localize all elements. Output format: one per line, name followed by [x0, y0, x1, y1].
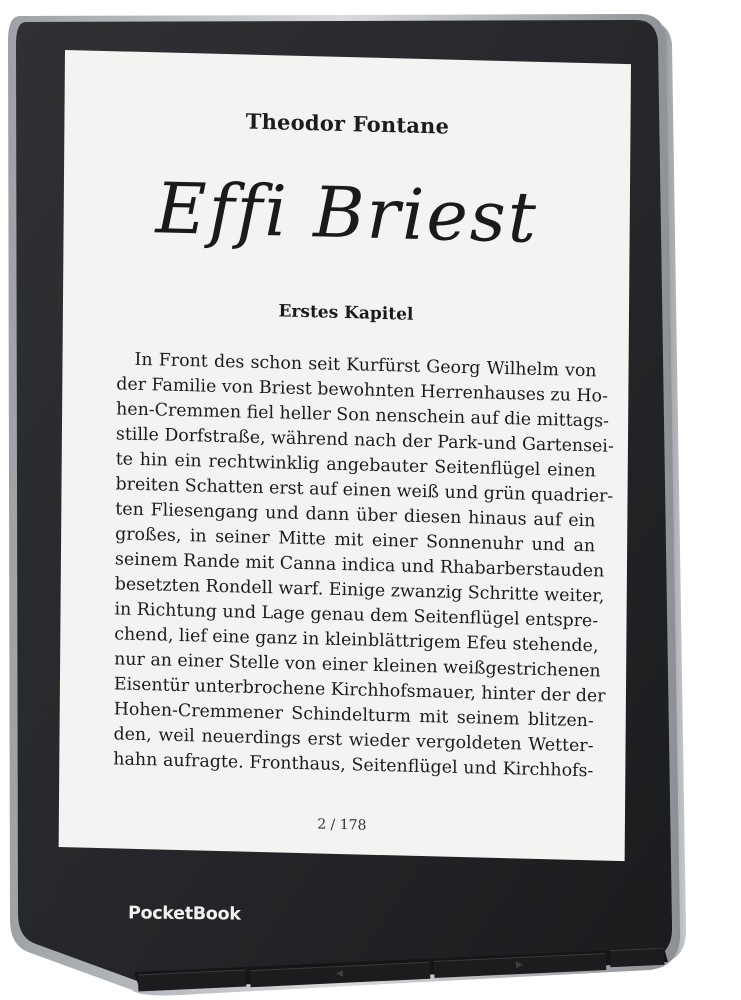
text-line: ten Fliesengang und dann über diesen hinaus auf ein	[115, 499, 596, 532]
text-line: te hin ein rechtwinklig angebauter Seitenflügel einen	[115, 449, 596, 482]
page-indicator: 2 / 178	[317, 816, 367, 834]
text-line: Eisentür unterbrochene Kirchhofsmauer, hinter der der	[113, 674, 606, 707]
text-line: breiten Schatten erst auf einen weiß und grün quadrier-	[115, 474, 614, 507]
forward-arrow-icon: ▶	[515, 959, 524, 971]
menu-button[interactable]	[610, 948, 665, 968]
text-line: der Familie von Briest bewohnten Herrenhauses zu Ho-	[116, 374, 608, 407]
back-arrow-icon: ◀	[335, 968, 344, 980]
text-line: chend, lief eine ganz in kleinblättrigem Efeu stehende,	[114, 624, 599, 657]
text-line: großes, in seiner Mitte mit einer Sonnenuhr und an	[115, 524, 596, 557]
text-line: in Richtung und Lage genau dem Seitenflügel entspre-	[114, 599, 599, 632]
brand-logo: PocketBook	[127, 903, 241, 925]
text-line: besetzten Rondell warf. Einige zwanzig Schritte weiter,	[114, 574, 605, 607]
text-line: Hohen-Cremmener Schindelturm mit seinem blitzen-	[113, 699, 594, 732]
text-line: den, weil neuerdings erst wieder vergoldeten Wetter-	[113, 724, 594, 757]
text-line: hahn aufragte. Fronthaus, Seitenflügel und Kirchhofs-	[113, 749, 594, 782]
text-line: hen-Cremmen fiel heller Son nenschein auf die mittags-	[116, 399, 610, 432]
book-author: Theodor Fontane	[245, 108, 450, 139]
text-line: nur an einer Stelle von einer kleinen weißgestrichenen	[114, 649, 601, 682]
text-line: seinem Rande mit Canna indica und Rhabarberstauden	[114, 549, 605, 582]
eink-screen	[59, 50, 631, 861]
book-title: Effi Briest	[155, 167, 539, 259]
chapter-heading: Erstes Kapitel	[278, 301, 414, 325]
text-line: stille Dorfstraße, während nach der Park-und Gartensei-	[115, 424, 614, 457]
book-page-text	[113, 347, 614, 784]
text-line: In Front des schon seit Kurfürst Georg Wilhelm von	[134, 349, 597, 382]
